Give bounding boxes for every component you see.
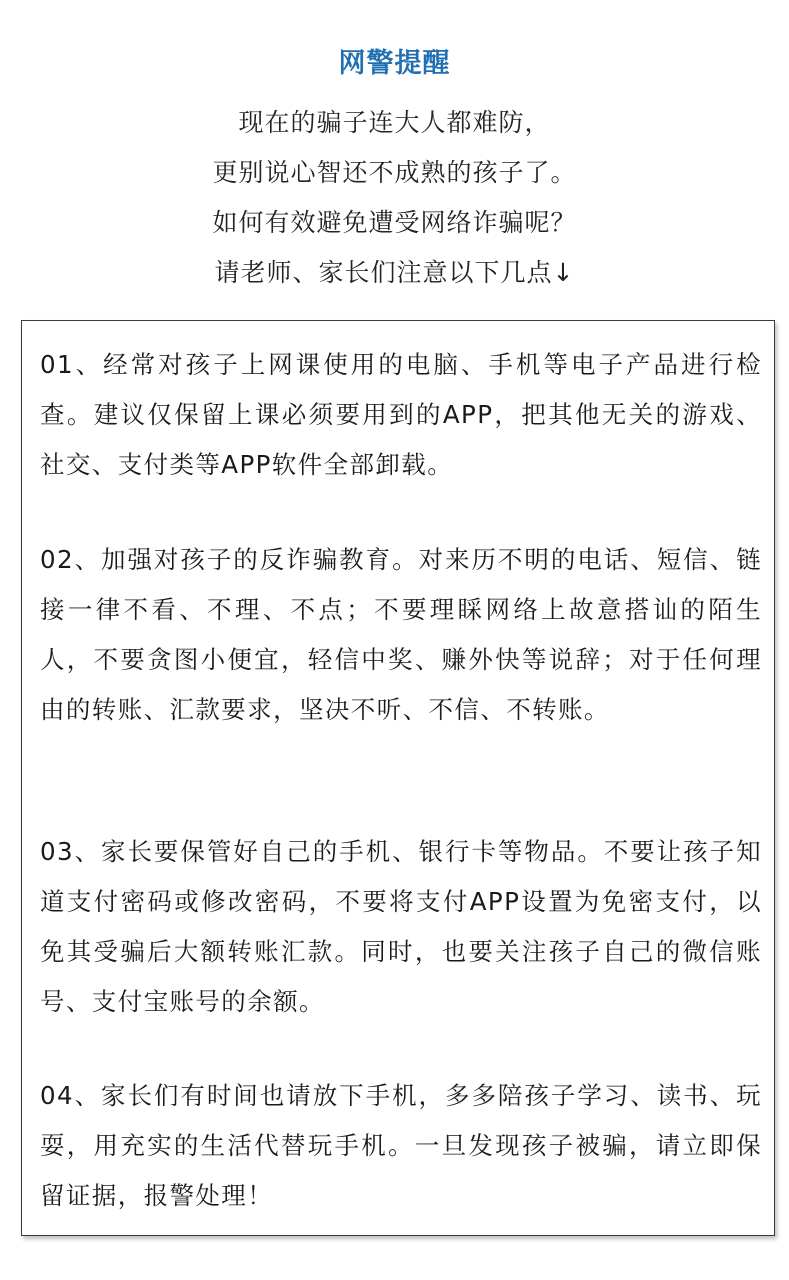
tips-box <box>21 320 775 1236</box>
tip-paragraph-04: 04、家长们有时间也请放下手机，多多陪孩子学习、读书、玩耍，用充实的生活代替玩手机。一旦发现孩子被骗，请立即保留证据，报警处理！ <box>40 1081 762 1210</box>
page-title: 网警提醒 <box>338 48 451 79</box>
intro-line-2: 更别说心智还不成熟的孩子了。 <box>212 158 577 187</box>
intro-line-4: 请老师、家长们注意以下几点↓ <box>214 258 575 287</box>
tip-paragraph-02: 02、加强对孩子的反诈骗教育。对来历不明的电话、短信、链接一律不看、不理、不点；不要理睬网络上故意搭讪的陌生人，不要贪图小便宜，轻信中奖、赚外快等说辞；对于任何理由的转账、汇款要求，坚决不听、不信、不转账。 <box>40 545 762 724</box>
tip-paragraph-01: 01、经常对孩子上网课使用的电脑、手机等电子产品进行检查。建议仅保留上课必须要用到的APP，把其他无关的游戏、社交、支付类等APP软件全部卸载。 <box>40 350 762 479</box>
tip-paragraph-03: 03、家长要保管好自己的手机、银行卡等物品。不要让孩子知道支付密码或修改密码，不要将支付APP设置为免密支付，以免其受骗后大额转账汇款。同时，也要关注孩子自己的微信账号、支付宝账号的余额。 <box>40 837 762 1016</box>
intro-line-1: 现在的骗子连大人都难防， <box>238 108 551 137</box>
intro-section <box>0 98 789 298</box>
intro-line-3: 如何有效避免遭受网络诈骗呢？ <box>212 208 577 237</box>
